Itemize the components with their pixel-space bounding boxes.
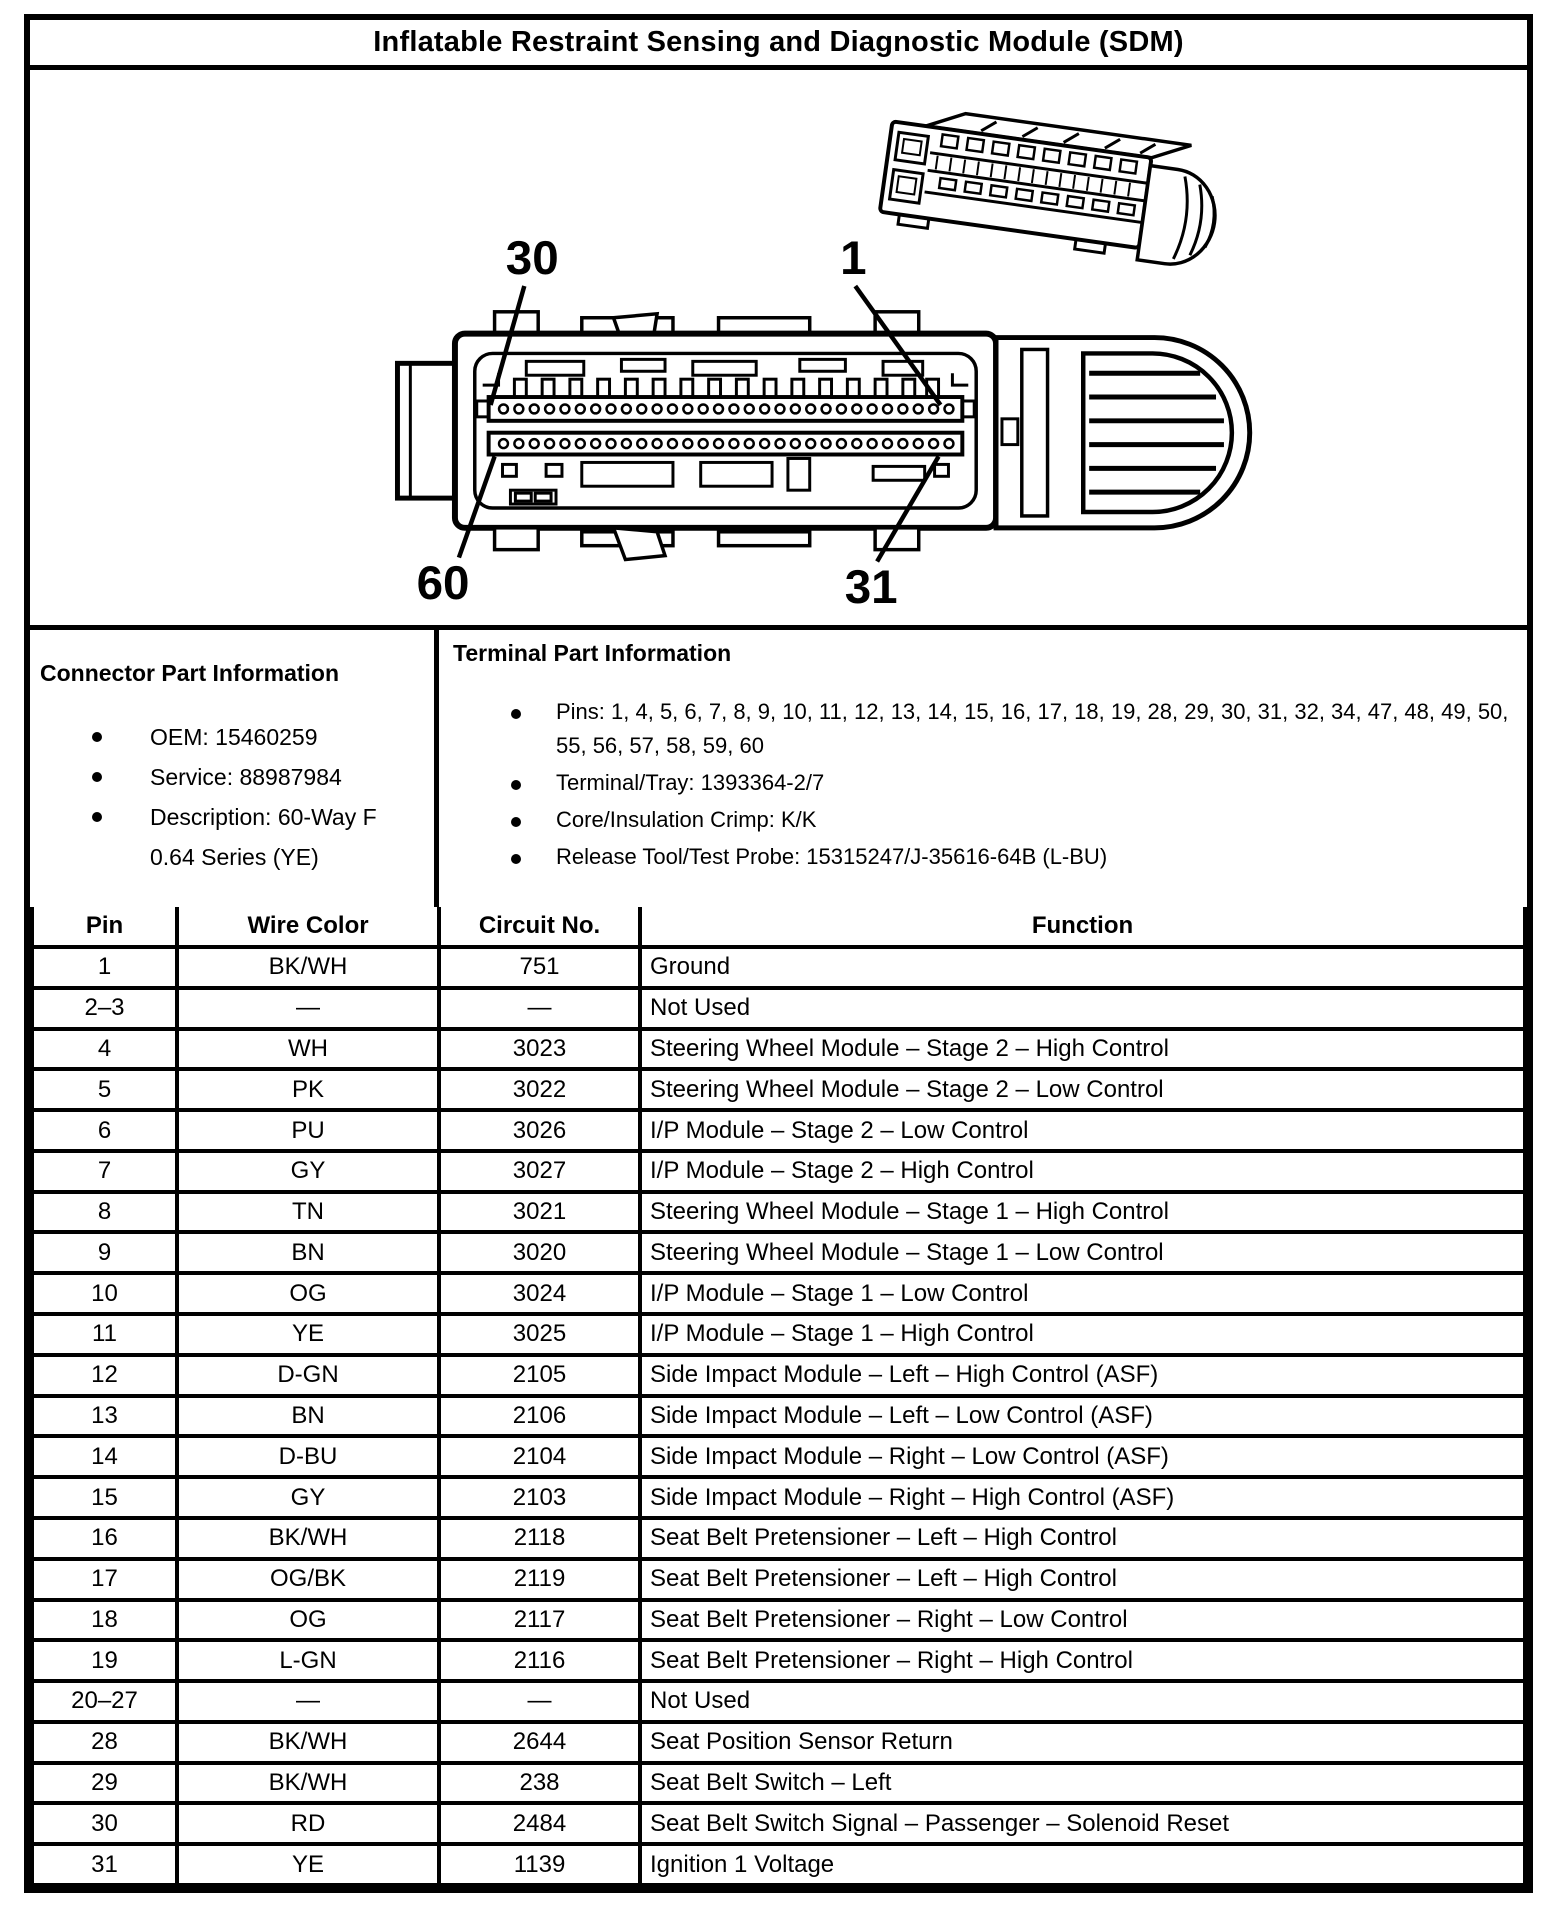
table-row	[32, 1314, 1525, 1355]
connector-front-view	[397, 312, 1249, 560]
ribbed-cap	[1083, 353, 1232, 512]
callout-pin-31: 31	[844, 561, 898, 615]
table-cell: 2105	[439, 1355, 640, 1396]
table-cell: Steering Wheel Module – Stage 2 – Low Control	[640, 1069, 1525, 1110]
table-cell: —	[177, 988, 439, 1029]
table-cell: 29	[32, 1763, 177, 1804]
table-cell: 14	[32, 1436, 177, 1477]
table-cell: Side Impact Module – Left – High Control (ASF)	[640, 1355, 1525, 1396]
table-cell: RD	[177, 1803, 439, 1844]
table-row	[32, 1477, 1525, 1518]
table-cell: 3027	[439, 1151, 640, 1192]
bullet-item: OEM: 15460259	[40, 717, 420, 757]
callout-pin-60: 60	[416, 557, 470, 611]
table-cell: Side Impact Module – Right – High Control (ASF)	[640, 1477, 1525, 1518]
table-cell: OG/BK	[177, 1559, 439, 1600]
table-row	[32, 1436, 1525, 1477]
table-cell: 10	[32, 1273, 177, 1314]
table-row	[32, 1396, 1525, 1437]
table-cell: Ground	[640, 947, 1525, 988]
table-cell: I/P Module – Stage 2 – High Control	[640, 1151, 1525, 1192]
table-cell: Seat Belt Switch Signal – Passenger – Solenoid Reset	[640, 1803, 1525, 1844]
table-cell: Side Impact Module – Left – Low Control (ASF)	[640, 1396, 1525, 1437]
table-row	[32, 1640, 1525, 1681]
table-row	[32, 1559, 1525, 1600]
table-cell: 17	[32, 1559, 177, 1600]
bullet-item: Service: 88987984	[40, 757, 420, 797]
connector-part-info-box	[30, 630, 439, 907]
pin-table-body	[32, 947, 1525, 1885]
table-cell: 18	[32, 1600, 177, 1641]
table-row	[32, 1803, 1525, 1844]
table-cell: 2103	[439, 1477, 640, 1518]
table-cell: 3024	[439, 1273, 640, 1314]
table-cell: GY	[177, 1477, 439, 1518]
table-cell: L-GN	[177, 1640, 439, 1681]
bullet-item: Core/Insulation Crimp: K/K	[453, 803, 1513, 837]
table-cell: 30	[32, 1803, 177, 1844]
table-cell: 2118	[439, 1518, 640, 1559]
column-header: Wire Color	[177, 907, 439, 947]
table-cell: 2484	[439, 1803, 640, 1844]
table-cell: 1	[32, 947, 177, 988]
table-cell: YE	[177, 1844, 439, 1885]
table-cell: 751	[439, 947, 640, 988]
table-cell: OG	[177, 1600, 439, 1641]
table-cell: GY	[177, 1151, 439, 1192]
table-cell: Steering Wheel Module – Stage 1 – Low Control	[640, 1232, 1525, 1273]
table-row	[32, 1192, 1525, 1233]
table-cell: 7	[32, 1151, 177, 1192]
table-cell: 1139	[439, 1844, 640, 1885]
connector-3d-view	[878, 104, 1225, 270]
table-row	[32, 1110, 1525, 1151]
pin-table-wrap	[30, 907, 1527, 1887]
table-cell: —	[439, 1681, 640, 1722]
table-cell: 3026	[439, 1110, 640, 1151]
table-cell: 15	[32, 1477, 177, 1518]
connector-part-info-heading: Connector Part Information	[40, 660, 340, 686]
table-cell: 16	[32, 1518, 177, 1559]
page-frame	[24, 14, 1533, 1893]
table-cell: 3022	[439, 1069, 640, 1110]
table-cell: 11	[32, 1314, 177, 1355]
table-cell: 2116	[439, 1640, 640, 1681]
table-cell: 238	[439, 1763, 640, 1804]
table-cell: —	[177, 1681, 439, 1722]
table-cell: 20–27	[32, 1681, 177, 1722]
page-title: Inflatable Restraint Sensing and Diagnostic Module (SDM)	[30, 20, 1527, 70]
table-cell: 28	[32, 1722, 177, 1763]
table-cell: Side Impact Module – Right – Low Control (ASF)	[640, 1436, 1525, 1477]
table-row	[32, 1029, 1525, 1070]
table-row	[32, 1844, 1525, 1885]
table-cell: D-BU	[177, 1436, 439, 1477]
table-cell: Ignition 1 Voltage	[640, 1844, 1525, 1885]
table-cell: BK/WH	[177, 1518, 439, 1559]
table-cell: 2–3	[32, 988, 177, 1029]
table-cell: YE	[177, 1314, 439, 1355]
right-latch-housing	[996, 338, 1250, 528]
table-row	[32, 1763, 1525, 1804]
table-row	[32, 1151, 1525, 1192]
table-cell: BK/WH	[177, 1722, 439, 1763]
bullet-item: Pins: 1, 4, 5, 6, 7, 8, 9, 10, 11, 12, 13, 14, 15, 16, 17, 18, 19, 28, 29, 30, 31, 32, 34, 47, 48, 49, 50, 55, 56, 57, 58, 59, 60	[453, 695, 1513, 763]
table-cell: 3020	[439, 1232, 640, 1273]
table-cell: PU	[177, 1110, 439, 1151]
terminal-part-info-list	[453, 695, 1513, 874]
pin-table	[30, 907, 1527, 1887]
bullet-item: Release Tool/Test Probe: 15315247/J-35616-64B (L-BU)	[453, 840, 1513, 874]
table-cell: 8	[32, 1192, 177, 1233]
table-cell: 9	[32, 1232, 177, 1273]
column-header: Circuit No.	[439, 907, 640, 947]
table-cell: 12	[32, 1355, 177, 1396]
table-cell: Steering Wheel Module – Stage 2 – High Control	[640, 1029, 1525, 1070]
table-cell: BN	[177, 1232, 439, 1273]
table-cell: WH	[177, 1029, 439, 1070]
table-cell: Seat Belt Pretensioner – Right – Low Control	[640, 1600, 1525, 1641]
table-cell: 3021	[439, 1192, 640, 1233]
table-cell: 4	[32, 1029, 177, 1070]
table-cell: Not Used	[640, 1681, 1525, 1722]
part-information-row	[30, 630, 1527, 907]
table-cell: I/P Module – Stage 1 – Low Control	[640, 1273, 1525, 1314]
table-cell: 19	[32, 1640, 177, 1681]
table-row	[32, 1355, 1525, 1396]
table-cell: PK	[177, 1069, 439, 1110]
pin-table-header-row	[32, 907, 1525, 947]
terminal-part-info-heading: Terminal Part Information	[453, 640, 732, 666]
table-cell: 3023	[439, 1029, 640, 1070]
table-cell: 2106	[439, 1396, 640, 1437]
table-cell: Steering Wheel Module – Stage 1 – High Control	[640, 1192, 1525, 1233]
table-cell: 6	[32, 1110, 177, 1151]
connector-diagram-area	[30, 70, 1527, 630]
table-cell: Seat Position Sensor Return	[640, 1722, 1525, 1763]
table-cell: 2119	[439, 1559, 640, 1600]
terminal-part-info-box	[439, 630, 1527, 907]
left-ear	[397, 363, 454, 498]
table-cell: Not Used	[640, 988, 1525, 1029]
table-row	[32, 1273, 1525, 1314]
table-cell: D-GN	[177, 1355, 439, 1396]
column-header: Function	[640, 907, 1525, 947]
connector-part-info-list	[40, 717, 420, 877]
table-cell: I/P Module – Stage 2 – Low Control	[640, 1110, 1525, 1151]
table-row	[32, 1069, 1525, 1110]
table-row	[32, 1681, 1525, 1722]
connector-diagram	[30, 70, 1527, 620]
bullet-item: Description: 60-Way F 0.64 Series (YE)	[40, 797, 420, 877]
table-cell: OG	[177, 1273, 439, 1314]
callout-pin-30: 30	[505, 232, 559, 286]
table-row	[32, 1722, 1525, 1763]
bullet-item: Terminal/Tray: 1393364-2/7	[453, 766, 1513, 800]
table-cell: 2104	[439, 1436, 640, 1477]
table-cell: BK/WH	[177, 947, 439, 988]
table-row	[32, 947, 1525, 988]
table-cell: 2644	[439, 1722, 640, 1763]
table-cell: Seat Belt Switch – Left	[640, 1763, 1525, 1804]
table-cell: Seat Belt Pretensioner – Left – High Control	[640, 1518, 1525, 1559]
table-cell: 5	[32, 1069, 177, 1110]
table-cell: BK/WH	[177, 1763, 439, 1804]
table-cell: BN	[177, 1396, 439, 1437]
table-cell: 2117	[439, 1600, 640, 1641]
table-cell: 13	[32, 1396, 177, 1437]
table-cell: Seat Belt Pretensioner – Left – High Control	[640, 1559, 1525, 1600]
table-cell: —	[439, 988, 640, 1029]
table-row	[32, 1600, 1525, 1641]
table-cell: Seat Belt Pretensioner – Right – High Control	[640, 1640, 1525, 1681]
table-cell: I/P Module – Stage 1 – High Control	[640, 1314, 1525, 1355]
table-cell: 31	[32, 1844, 177, 1885]
table-row	[32, 1518, 1525, 1559]
table-row	[32, 988, 1525, 1029]
table-row	[32, 1232, 1525, 1273]
table-cell: 3025	[439, 1314, 640, 1355]
column-header: Pin	[32, 907, 177, 947]
table-cell: TN	[177, 1192, 439, 1233]
callout-pin-1: 1	[840, 232, 867, 286]
